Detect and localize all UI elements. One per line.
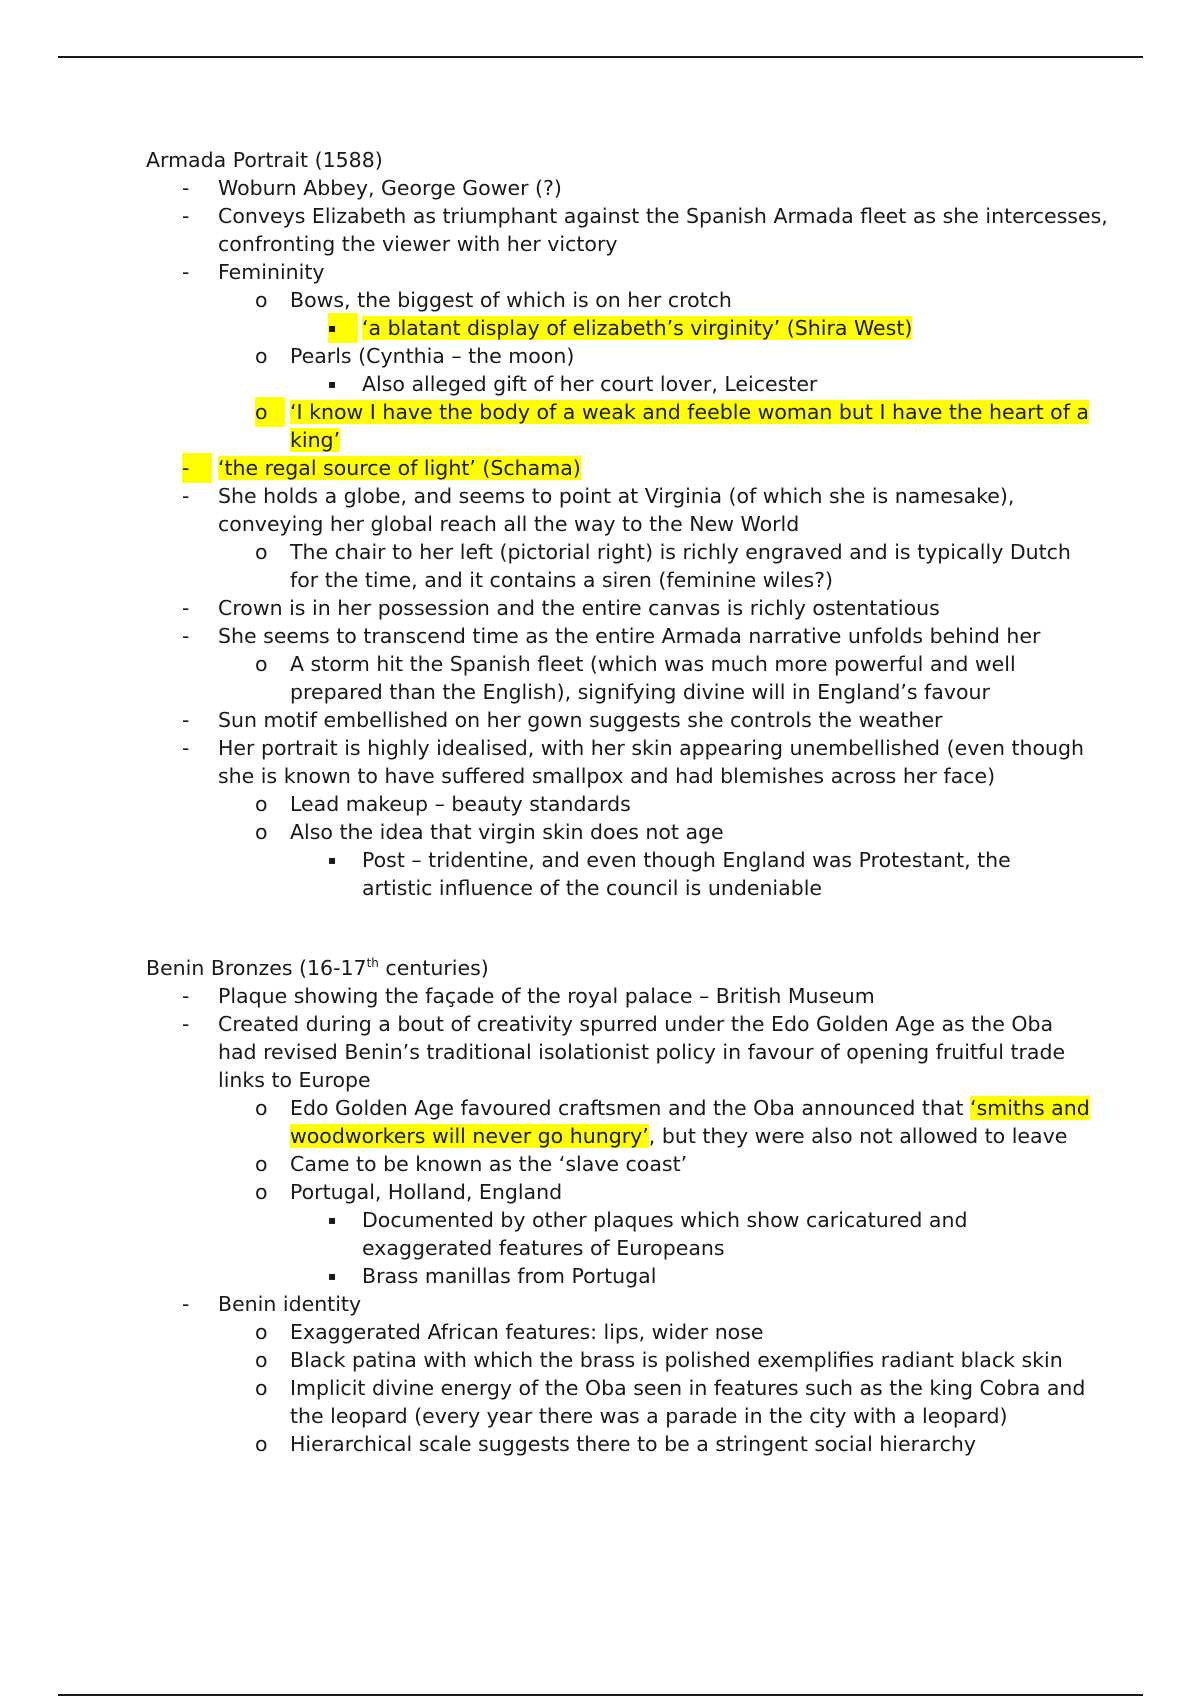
list-item	[328, 845, 1011, 875]
list-item-text: Created during a bout of creativity spurred under the Edo Golden Age as the Oba	[218, 1012, 1054, 1036]
list-item-text: Lead makeup – beauty standards	[290, 792, 631, 816]
circle-bullet: o	[255, 1180, 268, 1204]
list-item-text: for the time, and it contains a siren (feminine wiles?)	[290, 568, 834, 592]
list-item-continuation	[218, 1037, 1065, 1067]
section-heading-benin	[146, 953, 489, 983]
list-item	[255, 285, 732, 315]
list-item	[255, 789, 631, 819]
dash-bullet: -	[182, 260, 190, 284]
list-item	[182, 481, 1015, 511]
list-item-text: exaggerated features of Europeans	[362, 1236, 725, 1260]
dash-bullet: -	[182, 484, 190, 508]
square-bullet: ▪	[328, 313, 358, 343]
list-item	[255, 1345, 1063, 1375]
heading-text: Benin Bronzes (16-17	[146, 956, 367, 980]
list-item-text: Bows, the biggest of which is on her crotch	[290, 288, 732, 312]
list-item-text: confronting the viewer with her victory	[218, 232, 618, 256]
list-item-text: conveying her global reach all the way to the New World	[218, 512, 800, 536]
list-item	[328, 369, 818, 399]
list-item-text: Implicit divine energy of the Oba seen in features such as the king Cobra and	[290, 1376, 1086, 1400]
circle-bullet: o	[255, 1348, 268, 1372]
circle-bullet: o	[255, 397, 285, 427]
list-item-text: She seems to transcend time as the entire Armada narrative unfolds behind her	[218, 624, 1041, 648]
list-item-text: Benin identity	[218, 1292, 362, 1316]
highlighted-quote: ‘I know I have the body of a weak and feeble woman but I have the heart of a	[290, 400, 1089, 424]
list-item-continuation	[218, 1065, 371, 1095]
list-item-text: had revised Benin’s traditional isolationist policy in favour of opening fruitful trade	[218, 1040, 1066, 1064]
list-item-continuation	[218, 761, 995, 791]
list-item-text: Woburn Abbey, George Gower (?)	[218, 176, 562, 200]
list-item	[328, 1261, 657, 1291]
list-item-text: links to Europe	[218, 1068, 371, 1092]
list-item	[255, 649, 1016, 679]
footer-rule	[58, 1694, 1143, 1696]
circle-bullet: o	[255, 1376, 268, 1400]
list-item-text: Brass manillas from Portugal	[362, 1264, 657, 1288]
dash-bullet: -	[182, 1012, 190, 1036]
list-item	[182, 733, 1085, 763]
list-item	[255, 1317, 764, 1347]
list-item-text: The chair to her left (pictorial right) is richly engraved and is typically Dutch	[290, 540, 1071, 564]
list-item	[182, 1289, 362, 1319]
list-item-text: Plaque showing the façade of the royal palace – British Museum	[218, 984, 875, 1008]
header-rule	[58, 56, 1143, 58]
list-item	[255, 1093, 1090, 1123]
list-item-text: Crown is in her possession and the entire canvas is richly ostentatious	[218, 596, 940, 620]
list-item	[255, 1429, 976, 1459]
list-item	[182, 593, 940, 623]
list-item-text: Also alleged gift of her court lover, Leicester	[362, 372, 818, 396]
circle-bullet: o	[255, 792, 268, 816]
circle-bullet: o	[255, 1096, 268, 1120]
dash-bullet: -	[182, 624, 190, 648]
list-item	[255, 1149, 688, 1179]
highlighted-quote: ‘smiths and	[970, 1096, 1090, 1120]
list-item-text: prepared than the English), signifying divine will in England’s favour	[290, 680, 990, 704]
list-item-text: artistic influence of the council is undeniable	[362, 876, 823, 900]
list-item-text: Portugal, Holland, England	[290, 1180, 563, 1204]
dash-bullet: -	[182, 984, 190, 1008]
square-bullet: ▪	[328, 1213, 337, 1227]
dash-bullet: -	[182, 708, 190, 732]
list-item-text: , but they were also not allowed to leave	[648, 1124, 1068, 1148]
highlighted-quote: ‘the regal source of light’ (Schama)	[218, 456, 581, 480]
circle-bullet: o	[255, 540, 268, 564]
list-item-text: Conveys Elizabeth as triumphant against the Spanish Armada fleet as she intercesses,	[218, 204, 1108, 228]
list-item-highlighted	[255, 397, 1089, 427]
list-item-text: Hierarchical scale suggests there to be a stringent social hierarchy	[290, 1432, 976, 1456]
circle-bullet: o	[255, 1432, 268, 1456]
square-bullet: ▪	[328, 1269, 337, 1283]
square-bullet: ▪	[328, 377, 337, 391]
circle-bullet: o	[255, 820, 268, 844]
list-item	[255, 817, 724, 847]
list-item	[255, 1177, 563, 1207]
dash-bullet: -	[182, 736, 190, 760]
list-item	[255, 1373, 1086, 1403]
dash-bullet: -	[182, 176, 190, 200]
list-item-text: Also the idea that virgin skin does not age	[290, 820, 724, 844]
list-item-text: A storm hit the Spanish fleet (which was much more powerful and well	[290, 652, 1016, 676]
list-item-text: Pearls (Cynthia – the moon)	[290, 344, 575, 368]
dash-bullet: -	[182, 453, 212, 483]
list-item-text: she is known to have suffered smallpox and had blemishes across her face)	[218, 764, 996, 788]
circle-bullet: o	[255, 1152, 268, 1176]
list-item-continuation	[290, 1121, 1067, 1151]
list-item	[182, 705, 943, 735]
list-item	[255, 537, 1071, 567]
highlighted-quote: ‘a blatant display of elizabeth’s virginity’ (Shira West)	[362, 316, 913, 340]
list-item-continuation	[362, 1233, 725, 1263]
circle-bullet: o	[255, 652, 268, 676]
list-item	[182, 201, 1108, 231]
list-item	[255, 341, 575, 371]
list-item-text: Edo Golden Age favoured craftsmen and the Oba announced that	[290, 1096, 971, 1120]
list-item-highlighted	[182, 453, 581, 483]
list-item-continuation	[218, 509, 799, 539]
heading-text: centuries)	[378, 956, 489, 980]
list-item-continuation	[362, 873, 822, 903]
list-item-continuation	[290, 677, 990, 707]
dash-bullet: -	[182, 596, 190, 620]
circle-bullet: o	[255, 1320, 268, 1344]
list-item-text: She holds a globe, and seems to point at Virginia (of which she is namesake),	[218, 484, 1015, 508]
list-item	[182, 173, 562, 203]
list-item-text: the leopard (every year there was a parade in the city with a leopard)	[290, 1404, 1008, 1428]
list-item-text: Documented by other plaques which show caricatured and	[362, 1208, 968, 1232]
list-item-continuation	[290, 1401, 1008, 1431]
list-item-text: Post – tridentine, and even though England was Protestant, the	[362, 848, 1011, 872]
list-item	[328, 1205, 968, 1235]
dash-bullet: -	[182, 1292, 190, 1316]
list-item	[182, 1009, 1054, 1039]
circle-bullet: o	[255, 288, 268, 312]
list-item-text: Black patina with which the brass is polished exemplifies radiant black skin	[290, 1348, 1063, 1372]
list-item-text: Exaggerated African features: lips, wider nose	[290, 1320, 764, 1344]
dash-bullet: -	[182, 204, 190, 228]
list-item-continuation	[290, 565, 833, 595]
list-item-continuation	[290, 425, 340, 455]
highlighted-quote: king’	[290, 428, 341, 452]
list-item-text: Came to be known as the ‘slave coast’	[290, 1152, 688, 1176]
section-heading-armada: Armada Portrait (1588)	[146, 148, 383, 172]
list-item-text: Sun motif embellished on her gown suggests she controls the weather	[218, 708, 943, 732]
heading-superscript: th	[366, 956, 379, 971]
list-item	[182, 257, 325, 287]
list-item-highlighted	[328, 313, 913, 343]
highlighted-quote: woodworkers will never go hungry’	[290, 1124, 649, 1148]
list-item-text: Femininity	[218, 260, 325, 284]
list-item-text: Her portrait is highly idealised, with her skin appearing unembellished (even though	[218, 736, 1085, 760]
square-bullet: ▪	[328, 853, 337, 867]
circle-bullet: o	[255, 344, 268, 368]
list-item	[182, 981, 875, 1011]
list-item	[182, 621, 1041, 651]
list-item-continuation	[218, 229, 618, 259]
